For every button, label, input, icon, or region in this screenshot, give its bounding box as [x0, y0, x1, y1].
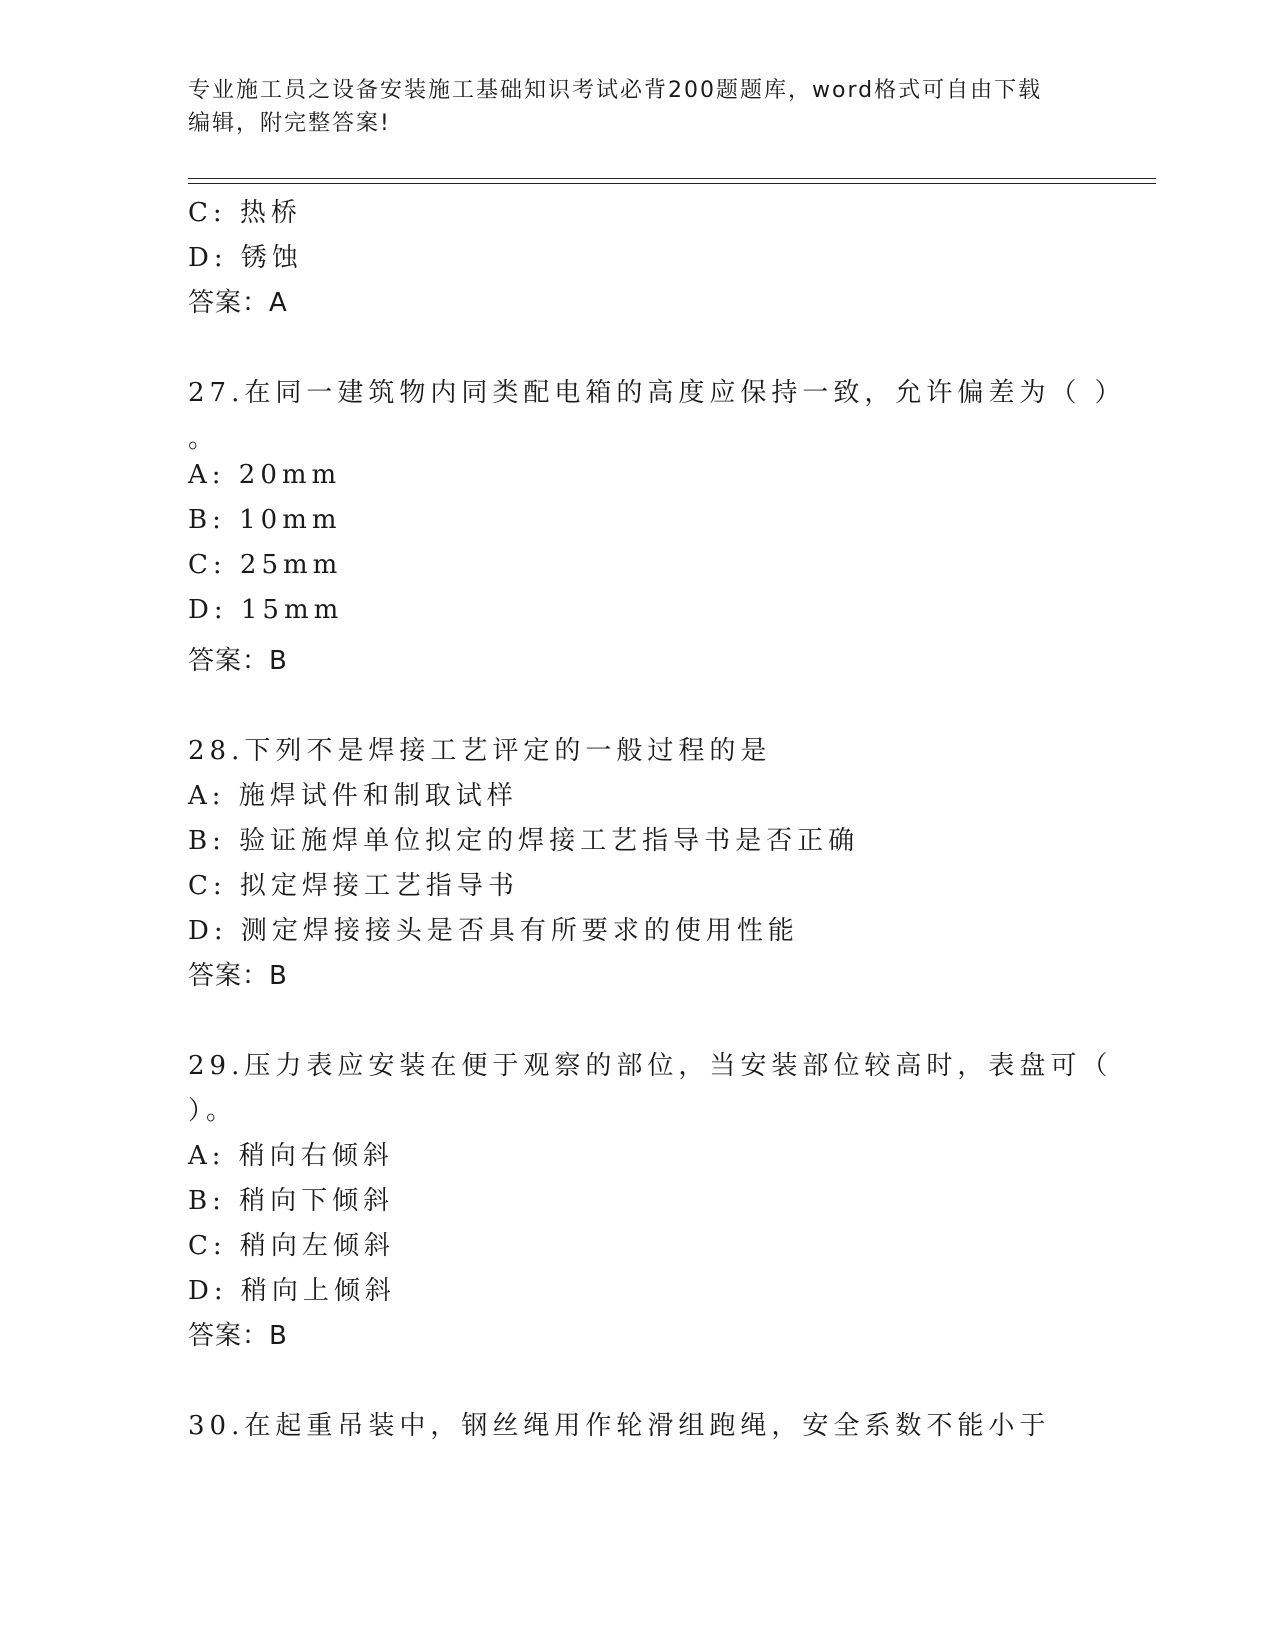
- q27-stem-line1: 27.在同一建筑物内同类配电箱的高度应保持一致，允许偏差为（ ）: [188, 378, 1126, 408]
- header-title-line1: 专业施工员之设备安装施工基础知识考试必背200题题库，word格式可自由下载: [188, 78, 1043, 103]
- q29-stem-line2: ）。: [188, 1096, 238, 1126]
- q29-answer: 答案：B: [188, 1321, 288, 1351]
- header-divider-top: [188, 178, 1156, 179]
- q27-option-b: B: 10mm: [188, 505, 342, 535]
- q29-option-c: C: 稍向左倾斜: [188, 1231, 395, 1261]
- q26-option-c: C: 热桥: [188, 198, 302, 228]
- q27-option-a: A: 20mm: [188, 460, 342, 490]
- q29-option-d: D: 稍向上倾斜: [188, 1276, 396, 1306]
- q29-option-b: B: 稍向下倾斜: [188, 1186, 395, 1216]
- document-header: [188, 74, 1088, 140]
- q30-stem-line1: 30.在起重吊装中，钢丝绳用作轮滑组跑绳，安全系数不能小于: [188, 1411, 1051, 1441]
- q28-stem-line1: 28.下列不是焊接工艺评定的一般过程的是: [188, 736, 772, 766]
- q27-stem-line2: 。: [188, 424, 220, 454]
- q28-answer: 答案：B: [188, 961, 288, 991]
- q28-option-c: C: 拟定焊接工艺指导书: [188, 871, 519, 901]
- q28-option-b: B: 验证施焊单位拟定的焊接工艺指导书是否正确: [188, 826, 860, 856]
- q27-option-c: C: 25mm: [188, 550, 343, 580]
- q27-answer: 答案：B: [188, 646, 288, 676]
- q28-option-a: A: 施焊试件和制取试样: [188, 781, 518, 811]
- q26-answer: 答案：A: [188, 288, 288, 318]
- header-title-line2: 编辑，附完整答案!: [188, 111, 391, 136]
- q29-option-a: A: 稍向右倾斜: [188, 1141, 394, 1171]
- q27-option-d: D: 15mm: [188, 595, 344, 625]
- q26-option-d: D: 锈蚀: [188, 243, 303, 273]
- q29-stem-line1: 29.压力表应安装在便于观察的部位，当安装部位较高时，表盘可（: [188, 1051, 1113, 1081]
- q28-option-d: D: 测定焊接接头是否具有所要求的使用性能: [188, 916, 799, 946]
- header-divider-bottom: [188, 183, 1156, 184]
